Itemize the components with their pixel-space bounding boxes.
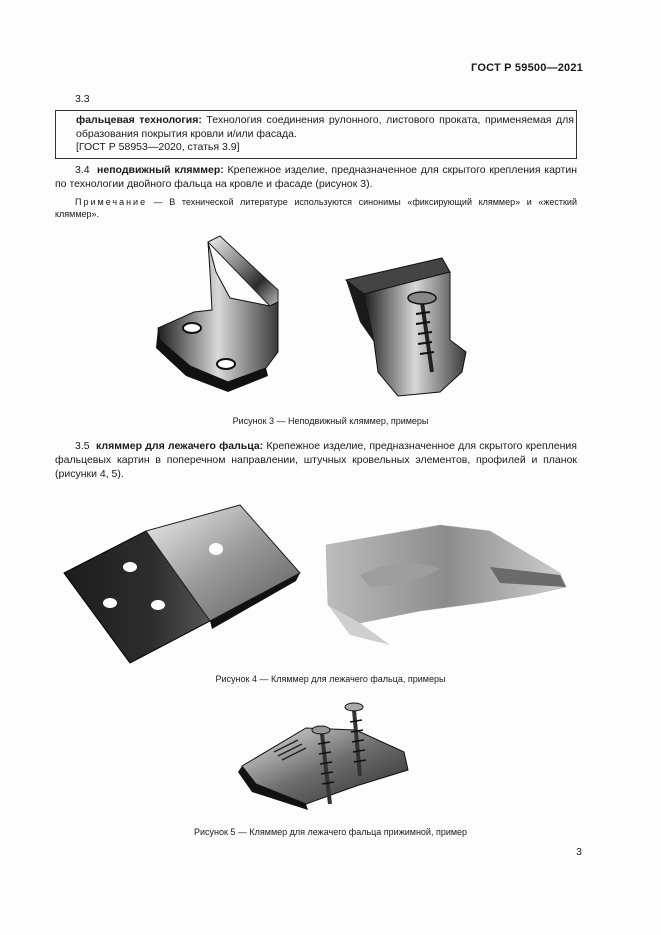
lying-seam-clamp-right bbox=[326, 525, 566, 645]
definition-3-5: Крепежное изделие, предназначенное для скрытого крепления фальцевых картин в поперечном направлении, штучных кровельных элементов, профилей и планок (рисунки 4, 5). bbox=[55, 440, 577, 480]
paragraph-number-3-3: 3.3 bbox=[75, 93, 90, 105]
fixed-clamp-left bbox=[156, 236, 278, 392]
term-3-4: неподвижный кляммер: bbox=[97, 164, 224, 176]
figure-5-caption: Рисунок 5 — Кляммер для лежачего фальца прижимной, пример bbox=[193, 827, 468, 837]
figure-3-caption: Рисунок 3 — Неподвижный кляммер, примеры bbox=[232, 416, 429, 426]
figure-5-pressing-clamp bbox=[236, 700, 436, 812]
paragraph-3-4 bbox=[55, 163, 577, 191]
figure-4-lying-seam-clamps bbox=[60, 495, 580, 670]
term-definition-box bbox=[55, 110, 577, 159]
definition-3-3: Технология соединения рулонного, листового проката, применяемая для образования покрытия кровли и/или фасада. bbox=[76, 114, 574, 140]
standard-number: ГОСТ Р 59500—2021 bbox=[471, 62, 583, 74]
paragraph-number-3-4: 3.4 bbox=[75, 164, 90, 176]
paragraph-number-3-5: 3.5 bbox=[75, 440, 90, 452]
page-number: 3 bbox=[576, 846, 582, 858]
definition-3-4: Крепежное изделие, предназначенное для скрытого крепления картин по технологии двойного фальца на кровле и фасаде (рисунок 3). bbox=[55, 164, 577, 190]
note-label: Примечание bbox=[75, 197, 148, 207]
term-3-3: фальцевая технология: bbox=[76, 114, 202, 126]
note-paragraph bbox=[55, 196, 577, 220]
figure-4-caption: Рисунок 4 — Кляммер для лежачего фальца, примеры bbox=[215, 674, 446, 684]
paragraph-3-5 bbox=[55, 439, 577, 481]
note-text: — В технической литературе используются синонимы «фиксирующий кляммер» и «жесткий кляммер». bbox=[55, 197, 577, 219]
figure-3-fixed-clamps bbox=[150, 232, 490, 402]
lying-seam-clamp-left bbox=[64, 505, 300, 663]
term-3-5: кляммер для лежачего фальца: bbox=[96, 440, 264, 452]
source-reference-3-3: [ГОСТ Р 58953—2020, статья 3.9] bbox=[76, 141, 240, 153]
fixed-clamp-right bbox=[346, 258, 466, 396]
pressing-clamp bbox=[238, 703, 408, 810]
